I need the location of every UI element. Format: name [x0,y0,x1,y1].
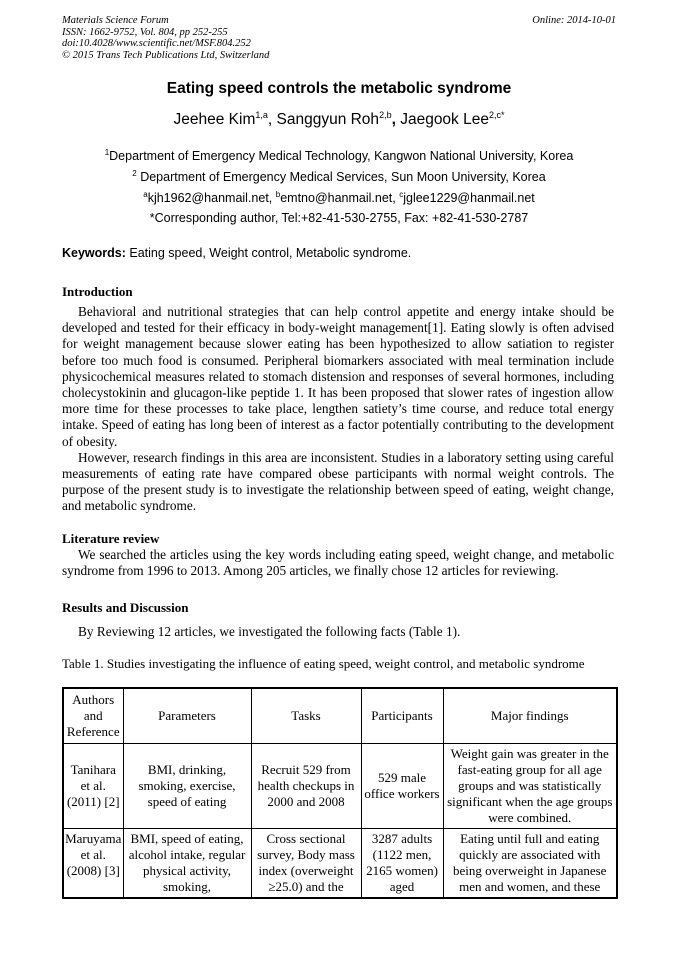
affiliation-1 [0,148,678,163]
author-list [0,110,678,129]
table-cell: Cross sectional survey, Body mass index (overweight ≥25.0) and the [251,829,361,899]
section-heading: Literature review [62,531,160,546]
online-date: Online: 2014-10-01 [532,15,616,26]
issn: ISSN: 1662-9752, Vol. 804, pp 252-255 [62,26,228,38]
table-cell: 3287 adults (1122 men, 2165 women) aged [361,829,443,899]
paragraph: Behavioral and nutritional strategies that can help control appetite and energy intake should be developed and tested for their efficacy in body-weight management[1]. Eating slowly is often advised for weight management because slower eating has been hypothesized to allow satiation to register before too much food is consumed. Peripheral biomarkers associated with meal termination include physicochemical measures related to stomach distension and responses of several hormones, including cholecystokinin and glucagon-like peptide 1. It has been proposed that slower rates of ingestion allow more time for these processes to take place, lengthen satiety’s time course, and reduce total energy intake. Speed of eating has long been of interest as a factor potentially contributing to the development of obesity. [62,304,614,449]
table-row [63,829,617,899]
email-sup: b [275,190,281,199]
table-header-cell: Authors and Reference [63,688,123,744]
author-sup: 2,b [379,110,392,120]
introduction-body [62,304,614,515]
keywords-label: Keywords: [62,246,126,260]
table-cell: Tanihara et al. (2011) [2] [63,744,123,829]
results-body [62,624,614,640]
section-heading: Introduction [62,284,133,299]
keywords-text: Eating speed, Weight control, Metabolic syndrome. [125,246,412,260]
email-link[interactable]: kjh1962@hanmail.net, [147,191,276,205]
journal-name: Materials Science Forum [62,15,169,26]
table-header-cell: Major findings [443,688,617,744]
table-header-cell: Tasks [251,688,361,744]
table-cell: Maruyama et al. (2008) [3] [63,829,123,899]
email-link[interactable]: jglee1229@hanmail.net [403,191,535,205]
journal-header [62,15,616,61]
affiliation-text: Department of Emergency Medical Services, Sun Moon University, Korea [136,170,546,184]
table-cell: 529 male office workers [361,744,443,829]
affiliation-sup: 1 [104,148,110,157]
table-header-cell: Parameters [123,688,251,744]
author-sup: 1,a [255,110,268,120]
author-sep: , [391,111,401,128]
doi: doi:10.4028/www.scientific.net/MSF.804.252 [62,38,251,49]
email-link[interactable]: emtno@hanmail.net, [280,191,400,205]
corresponding-author: *Corresponding author, Tel:+82-41-530-2755, Fax: +82-41-530-2787 [149,211,529,225]
author-sep: , [267,111,277,128]
email-line [0,190,678,205]
paragraph: By Reviewing 12 articles, we investigated the following facts (Table 1). [78,624,461,639]
paragraph: However, research findings in this area are inconsistent. Studies in a laboratory setting using careful measurements of eating rate have compared obese participants with normal weight controls. The purpose of the present study is to investigate the relationship between speed of eating, weight change, and metabolic syndrome. [62,449,614,514]
author-name: Jaegook Lee [400,111,489,128]
author-sup: 2,c* [488,110,505,120]
author-name: Sanggyun Roh [276,111,380,128]
table-cell: BMI, speed of eating, alcohol intake, regular physical activity, smoking, [123,829,251,899]
paragraph: We searched the articles using the key words including eating speed, weight change, and metabolic syndrome from 1996 to 2013. Among 205 articles, we finally chose 12 articles for reviewing. [62,547,614,579]
affiliation-sup: 2 [132,169,137,178]
table-cell: Recruit 529 from health checkups in 2000 and 2008 [251,744,361,829]
affiliation-text: Department of Emergency Medical Technology, Kangwon National University, Korea [109,149,574,163]
table-header-row [63,688,617,744]
table-cell: BMI, drinking, smoking, exercise, speed of eating [123,744,251,829]
email-sup: a [143,190,148,199]
copyright: © 2015 Trans Tech Publications Ltd, Switzerland [62,49,270,61]
email-sup: c [399,190,404,199]
keywords [62,246,411,260]
table-row [63,744,617,829]
table-header-cell: Participants [361,688,443,744]
author-name: Jeehee Kim [173,111,256,128]
table-caption: Table 1. Studies investigating the influence of eating speed, weight control, and metabolic syndrome [62,656,585,671]
section-heading: Results and Discussion [62,600,189,615]
literature-body [62,547,614,579]
table-cell: Weight gain was greater in the fast-eating group for all age groups and was statistically significant when the age groups were combined. [443,744,617,829]
affiliation-2 [0,169,678,184]
table-cell: Eating until full and eating quickly are associated with being overweight in Japanese men and women, and these [443,829,617,899]
studies-table [62,687,618,899]
paper-title: Eating speed controls the metabolic syndrome [166,80,512,97]
